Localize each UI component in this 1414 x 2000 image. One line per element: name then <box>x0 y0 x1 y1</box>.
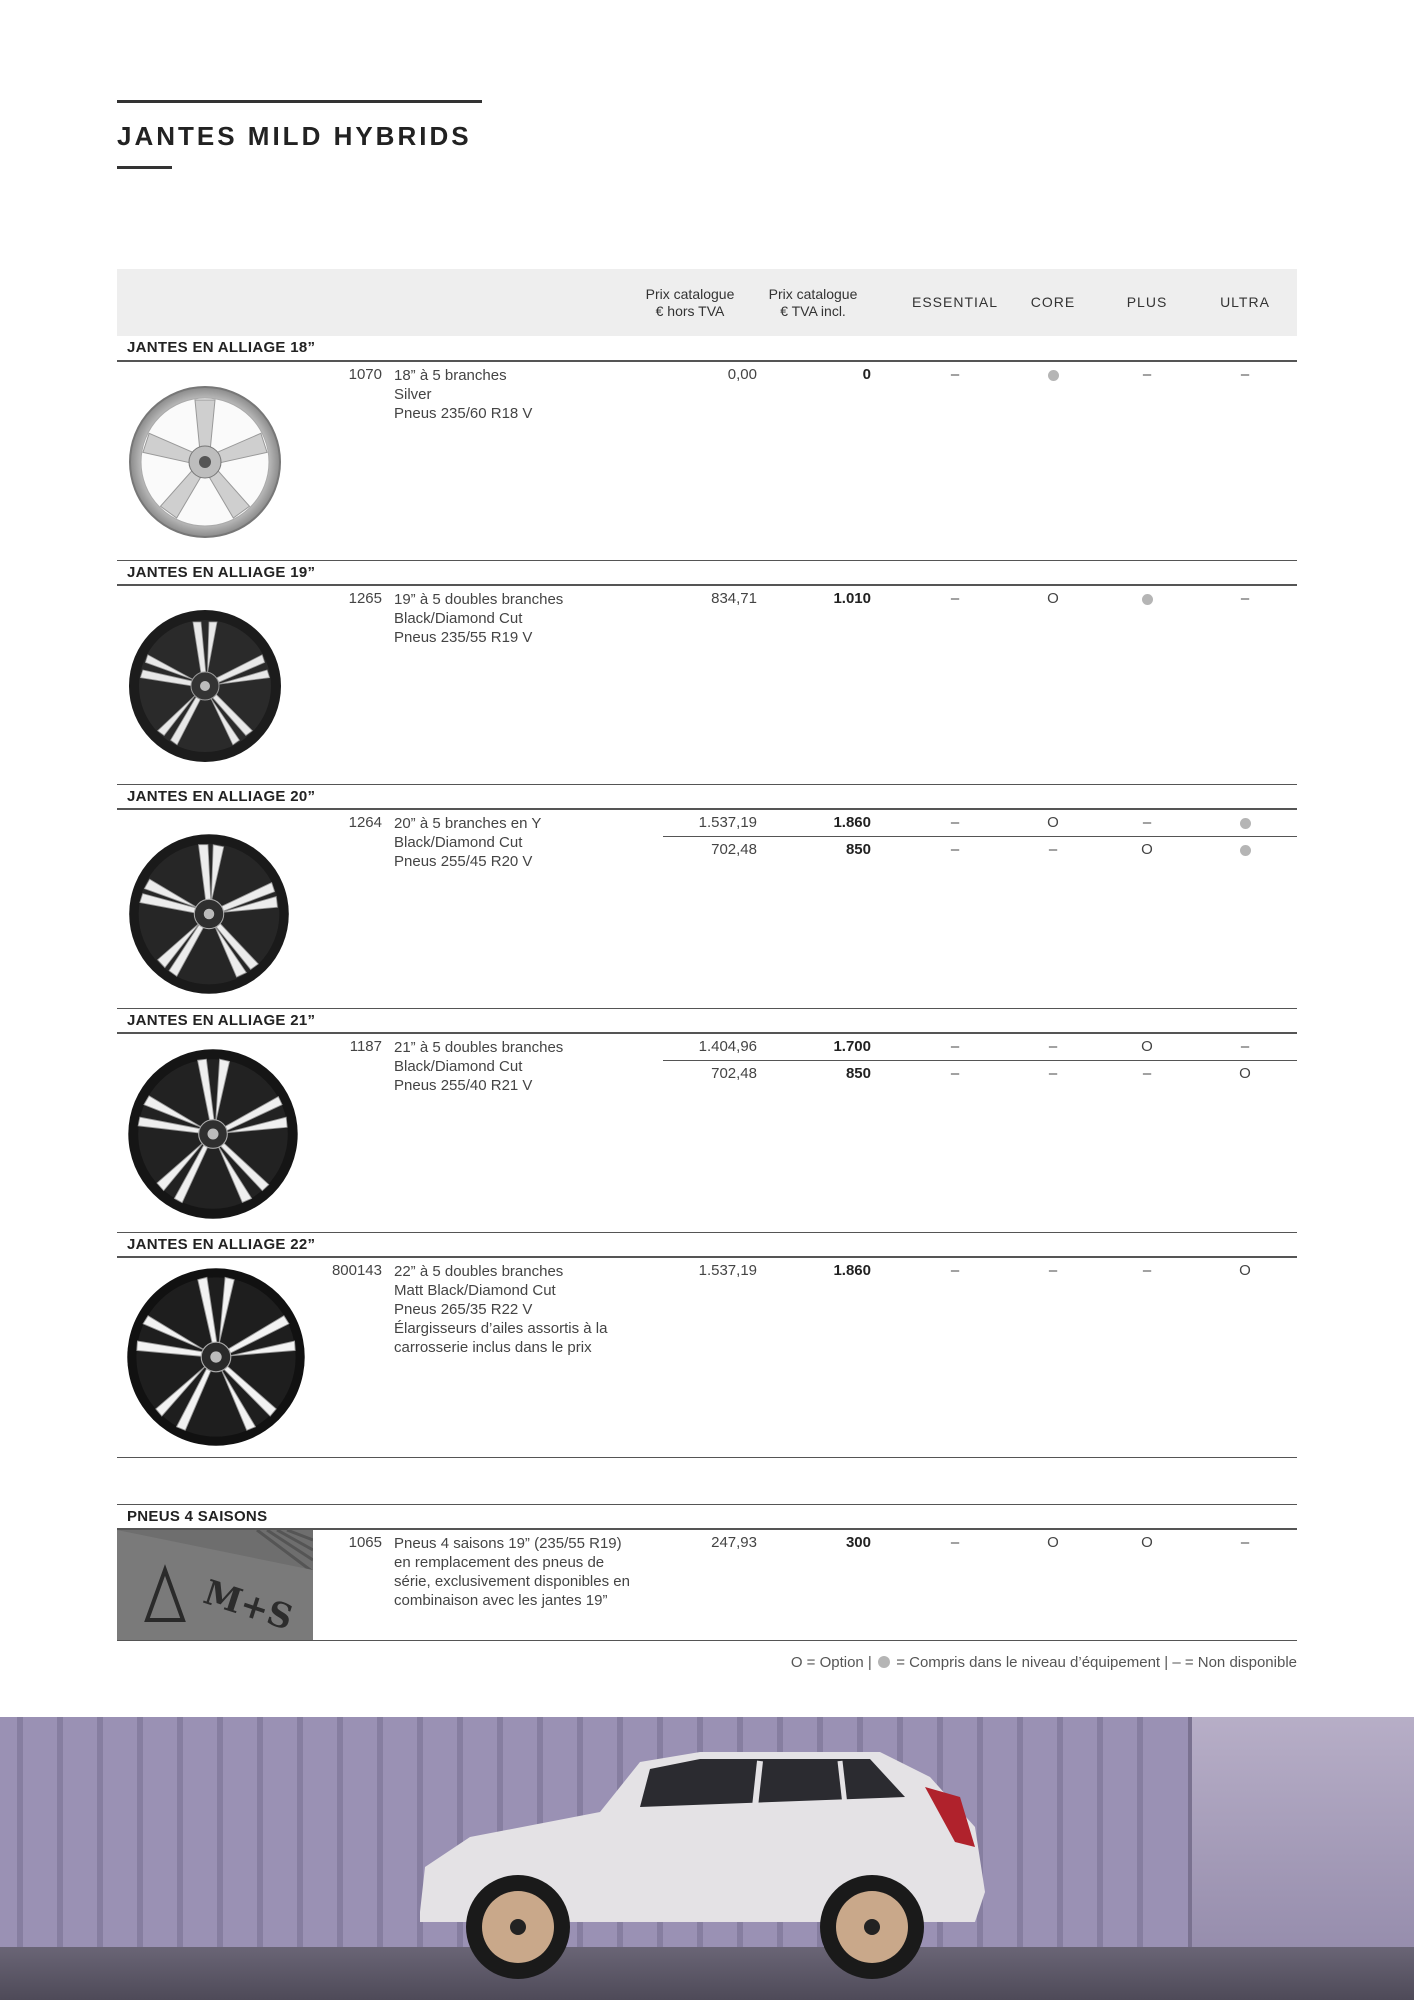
desc-line: Pneus 265/35 R22 V <box>394 1301 533 1318</box>
tire-sidewall-image <box>117 1530 313 1641</box>
section-alloy-21 <box>117 1008 1297 1232</box>
option-code: 1264 <box>348 814 382 831</box>
price-row <box>663 1258 1297 1284</box>
essential-availability: – <box>950 814 960 831</box>
section-heading: PNEUS 4 SAISONS <box>117 1504 1297 1530</box>
desc-line: Silver <box>394 386 432 403</box>
price-row <box>663 1034 1297 1060</box>
desc-line: 20” à 5 branches en Y <box>394 815 542 832</box>
price-incl-vat: 1.860 <box>833 814 871 831</box>
ultra-availability: O <box>1239 1262 1251 1279</box>
core-availability: O <box>1047 814 1059 831</box>
essential-availability: – <box>950 366 960 383</box>
price-excl-vat: 1.404,96 <box>698 1038 757 1055</box>
section-heading: JANTES EN ALLIAGE 18” <box>117 336 1297 362</box>
core-availability: – <box>1048 1038 1058 1055</box>
price-excl-vat: 1.537,19 <box>698 1262 757 1279</box>
price-incl-vat: 1.700 <box>833 1038 871 1055</box>
desc-line: Pneus 235/60 R18 V <box>394 405 533 422</box>
desc-line: Pneus 235/55 R19 V <box>394 629 533 646</box>
price-incl-vat: 850 <box>845 1065 871 1082</box>
desc-line: combinaison avec les jantes 19” <box>394 1592 608 1609</box>
plus-availability: – <box>1142 814 1152 831</box>
option-code: 1265 <box>348 590 382 607</box>
col-core: CORE <box>1030 294 1076 310</box>
essential-availability: – <box>950 1262 960 1279</box>
desc-line: Élargisseurs d’ailes assortis à la <box>394 1320 608 1337</box>
price-incl-vat: 300 <box>845 1534 871 1551</box>
price-excl-vat: 0,00 <box>727 366 757 383</box>
ultra-availability: O <box>1239 1065 1251 1082</box>
desc-line: 22” à 5 doubles branches <box>394 1263 564 1280</box>
legend-option: O = Option | <box>790 1654 872 1671</box>
plus-availability: O <box>1141 841 1153 858</box>
legend <box>791 1654 1297 1671</box>
desc-line: Pneus 255/45 R20 V <box>394 853 533 870</box>
core-availability <box>1013 366 1093 383</box>
section-alloy-18 <box>117 336 1297 560</box>
essential-availability: – <box>950 1534 960 1551</box>
section-alloy-19 <box>117 560 1297 784</box>
option-code: 800143 <box>331 1262 382 1279</box>
plus-availability: O <box>1141 1534 1153 1551</box>
col-ultra: ULTRA <box>1220 294 1270 310</box>
table-bottom-rule <box>117 1640 1297 1641</box>
section-alloy-22 <box>117 1232 1297 1457</box>
price-row <box>663 362 1297 388</box>
col-plus: PLUS <box>1126 294 1168 310</box>
wheel-18-silver-image <box>125 382 285 542</box>
ultra-availability: – <box>1240 590 1250 607</box>
plus-availability <box>1107 590 1187 607</box>
page-title: JANTES MILD HYBRIDS <box>117 121 472 151</box>
price-incl-vat: 1.860 <box>833 1262 871 1279</box>
title-top-rule <box>117 100 482 103</box>
option-code: 1187 <box>349 1038 382 1055</box>
essential-availability: – <box>950 1038 960 1055</box>
page-title-block <box>117 100 482 169</box>
included-dot-icon <box>1240 818 1251 829</box>
col-price-excl-line2: € hors TVA <box>655 302 725 319</box>
option-description <box>394 814 634 871</box>
price-excl-vat: 247,93 <box>711 1534 757 1551</box>
option-description <box>394 1038 634 1095</box>
included-dot-icon <box>878 1656 890 1668</box>
section-heading: JANTES EN ALLIAGE 20” <box>117 784 1297 810</box>
core-availability: O <box>1047 590 1059 607</box>
desc-line: Black/Diamond Cut <box>394 834 523 851</box>
legend-included: = Compris dans le niveau d’équipement | – = Non disponible <box>896 1654 1297 1671</box>
col-price-incl <box>765 269 861 336</box>
price-row <box>663 586 1297 612</box>
wheel-19-black-diamond-image <box>125 606 285 766</box>
price-row <box>663 836 1297 863</box>
desc-line: Pneus 4 saisons 19” (235/55 R19) <box>394 1535 622 1552</box>
price-excl-vat: 702,48 <box>711 841 757 858</box>
col-price-incl-line2: € TVA incl. <box>780 302 846 319</box>
title-underline <box>117 166 172 169</box>
section-heading: JANTES EN ALLIAGE 19” <box>117 560 1297 586</box>
price-incl-vat: 0 <box>862 366 871 383</box>
ultra-availability: – <box>1240 1534 1250 1551</box>
essential-availability: – <box>950 590 960 607</box>
section-heading: JANTES EN ALLIAGE 21” <box>117 1008 1297 1034</box>
ultra-availability <box>1205 814 1285 831</box>
price-incl-vat: 850 <box>845 841 871 858</box>
desc-line: Matt Black/Diamond Cut <box>394 1282 556 1299</box>
option-description <box>394 1262 634 1357</box>
wheel-20-black-diamond-image <box>125 830 293 998</box>
price-excl-vat: 702,48 <box>711 1065 757 1082</box>
col-price-excl-line1: Prix catalogue <box>645 285 735 302</box>
ultra-availability <box>1205 841 1285 858</box>
desc-line: 18” à 5 branches <box>394 367 507 384</box>
option-description <box>394 1534 634 1610</box>
table-divider <box>117 1457 1297 1458</box>
price-excl-vat: 834,71 <box>711 590 757 607</box>
desc-line: 19” à 5 doubles branches <box>394 591 564 608</box>
core-availability: – <box>1048 1262 1058 1279</box>
essential-availability: – <box>950 841 960 858</box>
desc-line: en remplacement des pneus de <box>394 1554 605 1571</box>
wheel-22-matt-black-image <box>125 1266 307 1448</box>
included-dot-icon <box>1142 594 1153 605</box>
desc-line: Pneus 255/40 R21 V <box>394 1077 533 1094</box>
tire-marking-text: M+S <box>198 1572 298 1639</box>
table-header <box>117 269 1297 336</box>
col-price-excl <box>645 269 735 336</box>
price-row <box>663 1060 1297 1087</box>
plus-availability: – <box>1142 366 1152 383</box>
included-dot-icon <box>1240 845 1251 856</box>
plus-availability: O <box>1141 1038 1153 1055</box>
option-description <box>394 366 634 423</box>
essential-availability: – <box>950 1065 960 1082</box>
option-code: 1065 <box>348 1534 382 1551</box>
desc-line: Black/Diamond Cut <box>394 610 523 627</box>
section-heading: JANTES EN ALLIAGE 22” <box>117 1232 1297 1258</box>
included-dot-icon <box>1048 370 1059 381</box>
price-incl-vat: 1.010 <box>833 590 871 607</box>
price-excl-vat: 1.537,19 <box>698 814 757 831</box>
ultra-availability: – <box>1240 1038 1250 1055</box>
car-photo <box>0 1717 1414 2000</box>
option-description <box>394 590 634 647</box>
core-availability: – <box>1048 1065 1058 1082</box>
desc-line: 21” à 5 doubles branches <box>394 1039 564 1056</box>
core-availability: O <box>1047 1534 1059 1551</box>
price-row <box>663 810 1297 836</box>
col-price-incl-line1: Prix catalogue <box>768 285 858 302</box>
plus-availability: – <box>1142 1262 1152 1279</box>
core-availability: – <box>1048 841 1058 858</box>
ultra-availability: – <box>1240 366 1250 383</box>
col-essential: ESSENTIAL <box>911 294 999 310</box>
section-alloy-20 <box>117 784 1297 1008</box>
wheel-21-black-diamond-image <box>125 1046 301 1222</box>
plus-availability: – <box>1142 1065 1152 1082</box>
desc-line: Black/Diamond Cut <box>394 1058 523 1075</box>
option-code: 1070 <box>348 366 382 383</box>
desc-line: carrosserie inclus dans le prix <box>394 1339 592 1356</box>
desc-line: série, exclusivement disponibles en <box>394 1573 630 1590</box>
price-row <box>663 1530 1297 1556</box>
section-all-season-tires <box>117 1504 1297 1642</box>
